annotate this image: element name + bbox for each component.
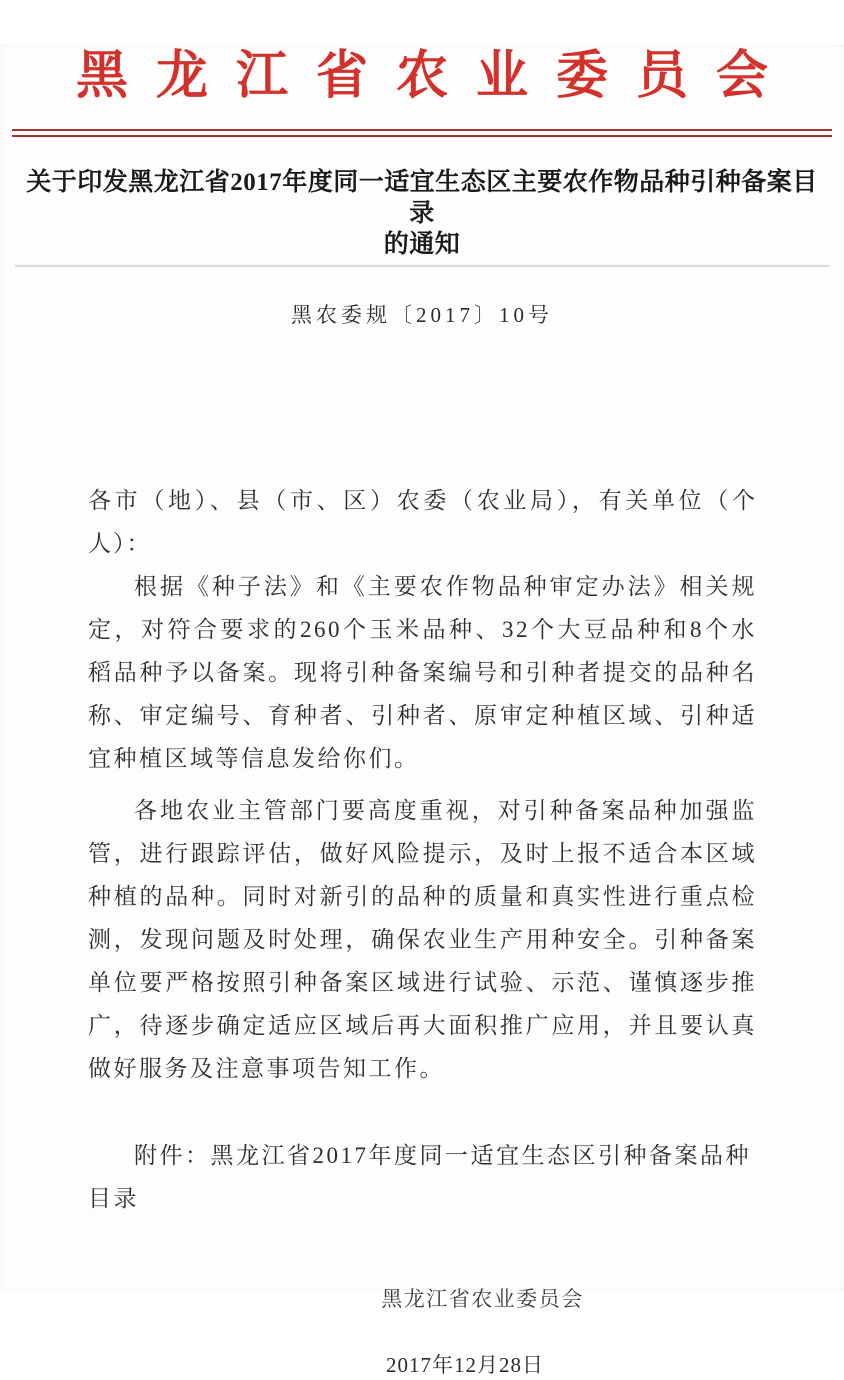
document-title-line2: 的通知	[383, 231, 461, 258]
document-number: 黑农委规〔2017〕10号	[291, 303, 553, 327]
document-title-line1: 关于印发黑龙江省2017年度同一适宜生态区主要农作物品种引种备案目录	[26, 169, 818, 227]
document-title	[14, 167, 830, 260]
body-paragraph-1: 根据《种子法》和《主要农作物品种审定办法》相关规定，对符合要求的260个玉米品种、32个大豆品种和8个水稻品种予以备案。现将引种备案编号和引种者提交的品种名称、审定编号、育种者、引种者、原审定种植区域、引种适宜种植区域等信息发给你们。	[88, 574, 757, 771]
issuing-agency-signature: 黑龙江省农业委员会	[381, 1287, 584, 1311]
body-paragraph-2: 各地农业主管部门要高度重视，对引种备案品种加强监管，进行跟踪评估，做好风险提示，及时上报不适合本区域种植的品种。同时对新引的品种的质量和真实性进行重点检测，发现问题及时处理，确保农业生产用种安全。引种备案单位要严格按照引种备案区域进行试验、示范、谨慎逐步推广，待逐步确定适应区域后再大面积推广应用，并且要认真做好服务及注意事项告知工作。	[88, 798, 757, 1081]
issue-date: 2017年12月28日	[386, 1353, 544, 1377]
title-divider-line	[15, 265, 829, 267]
attachment-line: 附件：黑龙江省2017年度同一适宜生态区引种备案品种目录	[88, 1143, 751, 1211]
salutation-line: 各市（地）、县（市、区）农委（农业局），有关单位（个人）：	[88, 488, 757, 556]
document-page	[0, 44, 844, 1377]
letterhead-double-rule	[12, 129, 832, 137]
document-body	[88, 479, 757, 1380]
agency-letterhead: 黑龙江省农业委员会	[75, 48, 796, 105]
